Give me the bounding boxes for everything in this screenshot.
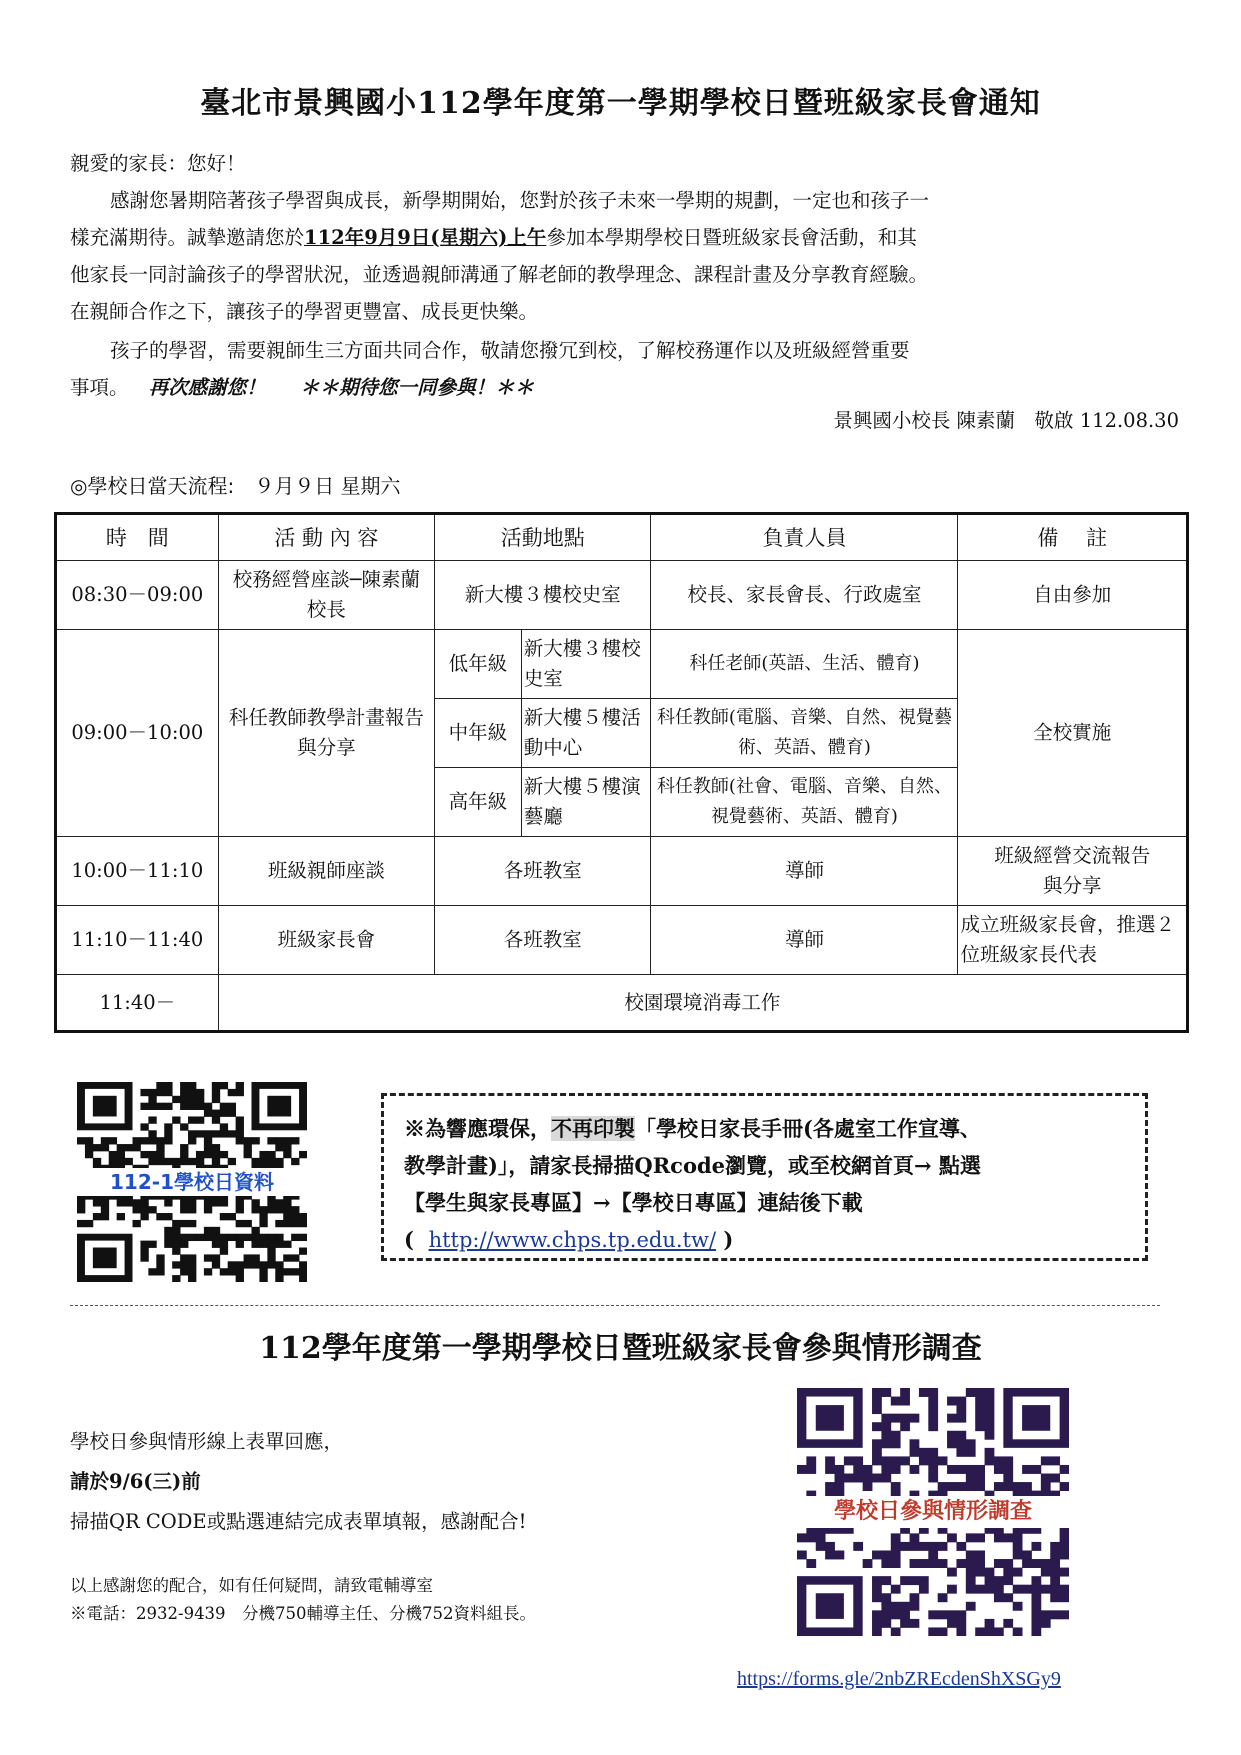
letter-p1-line2 (70, 219, 1180, 256)
letter-p2-line2 (70, 369, 1180, 406)
cell-place: 新大樓５樓演藝廳 (521, 768, 651, 837)
letter-p1-line2-post: 參加本學期學校日暨班級家長會活動，和其 (546, 226, 917, 249)
survey-line3: 掃描QR CODE或點選連結完成表單填報，感謝配合! (70, 1510, 527, 1533)
notice-line1-pre: ※為響應環保， (404, 1116, 551, 1141)
cell-grade: 低年級 (435, 630, 522, 699)
thanks-text: 再次感謝您！ (148, 376, 266, 399)
letter-p1-line2-pre: 樣充滿期待。誠摯邀請您於 (70, 226, 305, 249)
cell-time: 09:00－10:00 (56, 630, 219, 837)
notice-paren-close: ) (723, 1227, 734, 1252)
cell-staff: 科任教師(電腦、音樂、自然、視覺藝術、英語、體育) (651, 699, 958, 768)
notice-line2: 教學計畫)」，請家長掃描QRcode瀏覽，或至校網首頁→ 點選 (404, 1153, 981, 1178)
cell-activity: 校園環境消毒工作 (218, 975, 1187, 1032)
header-note: 備 註 (958, 514, 1188, 561)
qr-code-school-day-info[interactable] (77, 1082, 307, 1282)
cell-staff: 導師 (651, 906, 958, 975)
qr2-label: 學校日參與情形調查 (797, 1496, 1069, 1528)
schedule-table (54, 512, 1189, 1033)
letter-greeting: 親愛的家長：您好！ (70, 152, 246, 175)
footer-line2: ※電話：2932-9439 分機750輔導主任、分機752資料組長。 (70, 1604, 537, 1623)
cell-time: 08:30－09:00 (56, 561, 219, 630)
cell-grade: 高年級 (435, 768, 522, 837)
table-row (56, 561, 1188, 630)
header-time: 時 間 (56, 514, 219, 561)
letter-p1-line3: 他家長一同討論孩子的學習狀況，並透過親師溝通了解老師的教學理念、課程計畫及分享教育經驗。 (70, 263, 929, 286)
letter-p2-line2-pre: 事項。 (70, 376, 129, 399)
cell-time: 11:40－ (56, 975, 219, 1032)
table-row (56, 630, 1188, 699)
school-website-link[interactable]: http://www.chps.tp.edu.tw/ (428, 1228, 717, 1252)
survey-form-link[interactable]: https://forms.gle/2nbZREcdenShXSGy9 (737, 1668, 1061, 1690)
qr-code-survey[interactable] (797, 1388, 1069, 1636)
table-header-row (56, 514, 1188, 561)
survey-line1: 學校日參與情形線上表單回應， (70, 1430, 344, 1453)
signature: 景興國小校長 陳素蘭 敬啟 112.08.30 (833, 409, 1179, 432)
cut-line (70, 1305, 1160, 1306)
cell-staff: 科任老師(英語、生活、體育) (651, 630, 958, 699)
cell-place: 各班教室 (435, 906, 651, 975)
cell-activity: 科任教師教學計畫報告與分享 (218, 630, 434, 837)
cell-staff: 導師 (651, 837, 958, 906)
letter-p2-line1: 孩子的學習，需要親師生三方面共同合作，敬請您撥冗到校，了解校務運作以及班級經營重要 (110, 339, 910, 362)
flow-title: ◎學校日當天流程: ９月９日 星期六 (70, 474, 401, 498)
notice-line1-post: 「學校日家長手冊(各處室工作宣導、 (635, 1116, 981, 1141)
cell-time: 11:10－11:40 (56, 906, 219, 975)
table-row (56, 975, 1188, 1032)
notice-highlight: 不再印製 (551, 1116, 635, 1141)
cell-note: 全校實施 (958, 630, 1188, 837)
cell-staff: 科任教師(社會、電腦、音樂、自然、視覺藝術、英語、體育) (651, 768, 958, 837)
letter-p1-line1: 感謝您暑期陪著孩子學習與成長，新學期開始，您對於孩子未來一學期的規劃，一定也和孩子一 (110, 189, 930, 212)
header-activity: 活 動 內 容 (218, 514, 434, 561)
cell-grade: 中年級 (435, 699, 522, 768)
cell-staff: 校長、家長會長、行政處室 (651, 561, 958, 630)
notice-paren-open: ( (404, 1227, 414, 1252)
cell-place: 新大樓３樓校史室 (521, 630, 651, 699)
notice-line4 (404, 1221, 1129, 1259)
table-row (56, 837, 1188, 906)
qr1-label: 112-1學校日資料 (77, 1168, 307, 1196)
survey-title: 112學年度第一學期學校日暨班級家長會參與情形調查 (259, 1331, 982, 1366)
cell-note: 班級經營交流報告與分享 (958, 837, 1188, 906)
footer-line1: 以上感謝您的配合，如有任何疑問，請致電輔導室 (70, 1576, 433, 1595)
cell-time: 10:00－11:10 (56, 837, 219, 906)
header-place: 活動地點 (435, 514, 651, 561)
notice-line1 (404, 1110, 1129, 1147)
table-row (56, 906, 1188, 975)
letter-p1-line4: 在親師合作之下，讓孩子的學習更豐富、成長更快樂。 (70, 300, 539, 323)
meeting-date: 112年9月9日(星期六)上午 (304, 226, 547, 249)
cell-activity: 班級親師座談 (218, 837, 434, 906)
notice-box (381, 1093, 1148, 1261)
survey-deadline: 請於9/6(三)前 (70, 1470, 201, 1493)
expect-text: ＊＊期待您一同參與！＊＊ (299, 376, 534, 399)
header-staff: 負責人員 (651, 514, 958, 561)
cell-activity: 班級家長會 (218, 906, 434, 975)
notice-line3: 【學生與家長專區】→【學校日專區】連結後下載 (404, 1190, 863, 1215)
page-title: 臺北市景興國小112學年度第一學期學校日暨班級家長會通知 (200, 86, 1041, 121)
cell-note: 自由參加 (958, 561, 1188, 630)
cell-activity: 校務經營座談─陳素蘭校長 (218, 561, 434, 630)
cell-place: 新大樓５樓活動中心 (521, 699, 651, 768)
cell-place: 各班教室 (435, 837, 651, 906)
cell-place: 新大樓３樓校史室 (435, 561, 651, 630)
cell-note: 成立班級家長會，推選２位班級家長代表 (958, 906, 1188, 975)
